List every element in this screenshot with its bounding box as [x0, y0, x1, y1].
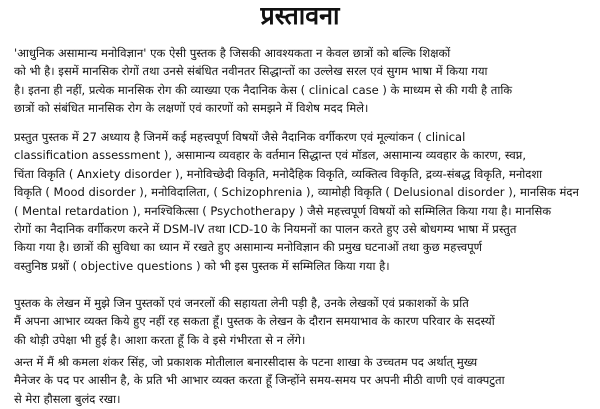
- page-title: प्रस्तावना: [260, 1, 340, 30]
- paragraph-thanks: [14, 353, 588, 408]
- paragraph-line: ( Mental retardation ), मनश्चिकित्सा ( Psychotherapy ) जैसे महत्त्वपूर्ण विषयों को सम्मिलित किया गया है। मानसिक: [14, 203, 552, 218]
- paragraph-intro: [14, 44, 588, 118]
- paragraph-line: वस्तुनिष्ठ प्रश्नों ( objective questions ) को भी इस पुस्तक में सम्मिलित किया गया है।: [14, 258, 390, 273]
- paragraph-line: की थोड़ी उपेक्षा भी हुई है। आशा करता हूँ कि वे इसे गंभीरता से न लेंगे।: [14, 332, 306, 347]
- paragraph-line: चिंता विकृति ( Anxiety disorder ), मनोविच्छेदी विकृति, मनोदैहिक विकृति, व्यक्तित्व विकृति, द्रव्य-संबद्ध विकृति, मनोदशा: [14, 166, 543, 181]
- paragraph-line: विकृति ( Mood disorder ), मनोविदालिता, ( Schizophrenia ), व्यामोही विकृति ( Delusional disorder ), मानसिक मंदन: [14, 185, 579, 200]
- paragraph-line: पुस्तक के लेखन में मुझे जिन पुस्तकों एवं जनरलों की सहायता लेनी पड़ी है, उनके लेखकों एवं प्रकाशकों के प्रति: [14, 296, 469, 310]
- paragraph-line: 'आधुनिक असामान्य मनोविज्ञान' एक ऐसी पुस्तक है जिसकी आवश्यकता न केवल छात्रों को बल्कि शिक्षकों: [14, 46, 451, 60]
- paragraph-line: अन्त में मैं श्री कमला शंकर सिंह, जो प्रकाशक मोतीलाल बनारसीदास के पटना शाखा के उच्चतम पद अर्थात् मुख्य: [14, 355, 478, 369]
- paragraph-line: छात्रों को संबंधित मानसिक रोग के लक्षणों एवं कारणों को समझने में विशेष मदद मिले।: [14, 101, 369, 116]
- paragraph-line: है। इतना ही नहीं, प्रत्येक मानसिक रोग की व्याख्या एक नैदानिक केस ( clinical case ) के माध्यम से की गयी है ताकि: [14, 82, 513, 97]
- paragraph-line: मैं अपना आभार व्यक्त किये हुए नहीं रह सकता हूँ। पुस्तक के लेखन के दौरान समयाभाव के कारण परिवार के सदस्यों: [14, 314, 495, 329]
- paragraph-acknowledgement: [14, 294, 588, 349]
- paragraph-line: प्रस्तुत पुस्तक में 27 अध्याय है जिनमें कई महत्त्वपूर्ण विषयों जैसे नैदानिक वर्गीकरण एवं मूल्यांकन ( clinical: [14, 130, 466, 144]
- paragraph-line: से मेरा हौसला बुलंद रखा।: [14, 391, 121, 406]
- paragraph-line: को भी है। इसमें मानसिक रोगों तथा उनसे संबंधित नवीनतर सिद्धान्तों का उल्लेख सरल एवं सुगम भाषा में किया गया: [14, 64, 488, 79]
- paragraph-line: किया गया है। छात्रों की सुविधा का ध्यान में रखते हुए असामान्य मनोविज्ञान की प्रमुख घटनाओं तथा कुछ महत्त्वपूर्ण: [14, 240, 482, 255]
- paragraph-line: मैनेजर के पद पर आसीन है, के प्रति भी आभार व्यक्त करता हूँ जिन्होंने समय-समय पर अपनी मीठी वाणी एवं वाक्पटुता: [14, 373, 505, 388]
- paragraph-line: classification assessment ), असामान्य व्यवहार के वर्तमान सिद्धान्त एवं मॉडल, असामान्य व्यवहार के कारण, स्वप्न,: [14, 148, 526, 163]
- paragraph-contents: [14, 128, 588, 275]
- paragraph-line: रोगों का नैदानिक वर्गीकरण करने में DSM-IV तथा ICD-10 के नियमनों का पालन करते हुए उसे बोधगम्य भाषा में प्रस्तुत: [14, 222, 517, 237]
